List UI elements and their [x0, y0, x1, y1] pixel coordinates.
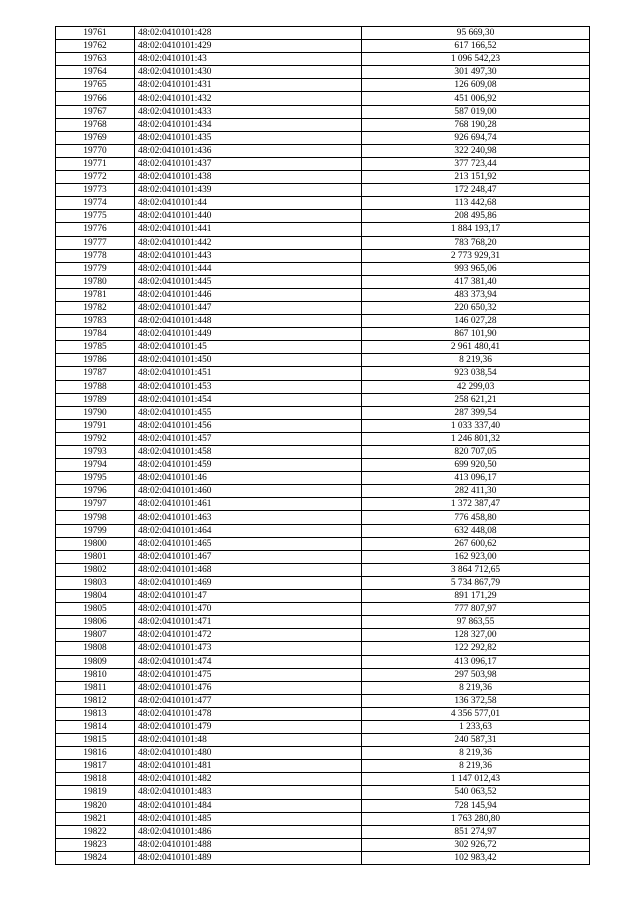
cadastral-number-cell: 48:02:0410101:465 — [135, 537, 362, 550]
table-row — [56, 616, 590, 629]
value-cell: 413 096,17 — [362, 655, 590, 668]
cadastral-number-cell: 48:02:0410101:437 — [135, 157, 362, 170]
row-number-cell: 19809 — [56, 655, 135, 668]
row-number-cell: 19783 — [56, 315, 135, 328]
row-number-cell: 19823 — [56, 838, 135, 851]
cadastral-number-cell: 48:02:0410101:474 — [135, 655, 362, 668]
cadastral-number-cell: 48:02:0410101:433 — [135, 105, 362, 118]
cadastral-number-cell: 48:02:0410101:47 — [135, 590, 362, 603]
value-cell: 8 219,36 — [362, 354, 590, 367]
row-number-cell: 19775 — [56, 210, 135, 223]
value-cell: 587 019,00 — [362, 105, 590, 118]
table-row — [56, 171, 590, 184]
row-number-cell: 19772 — [56, 171, 135, 184]
value-cell: 926 694,74 — [362, 131, 590, 144]
row-number-cell: 19795 — [56, 472, 135, 485]
cadastral-number-cell: 48:02:0410101:451 — [135, 367, 362, 380]
value-cell: 540 063,52 — [362, 786, 590, 799]
cadastral-number-cell: 48:02:0410101:473 — [135, 642, 362, 655]
value-cell: 162 923,00 — [362, 550, 590, 563]
value-cell: 3 864 712,65 — [362, 563, 590, 576]
row-number-cell: 19782 — [56, 301, 135, 314]
row-number-cell: 19790 — [56, 406, 135, 419]
row-number-cell: 19788 — [56, 380, 135, 393]
table-row — [56, 406, 590, 419]
table-row — [56, 642, 590, 655]
value-cell: 302 926,72 — [362, 838, 590, 851]
table-row — [56, 511, 590, 524]
cadastral-number-cell: 48:02:0410101:443 — [135, 249, 362, 262]
row-number-cell: 19767 — [56, 105, 135, 118]
row-number-cell: 19789 — [56, 393, 135, 406]
table-row — [56, 668, 590, 681]
cadastral-number-cell: 48:02:0410101:470 — [135, 603, 362, 616]
cadastral-number-cell: 48:02:0410101:460 — [135, 485, 362, 498]
row-number-cell: 19766 — [56, 92, 135, 105]
value-cell: 322 240,98 — [362, 144, 590, 157]
row-number-cell: 19820 — [56, 799, 135, 812]
table-row — [56, 747, 590, 760]
value-cell: 146 027,28 — [362, 315, 590, 328]
cadastral-number-cell: 48:02:0410101:43 — [135, 53, 362, 66]
table-row — [56, 734, 590, 747]
table-row — [56, 275, 590, 288]
value-cell: 417 381,40 — [362, 275, 590, 288]
table-row — [56, 419, 590, 432]
table-row — [56, 550, 590, 563]
table-row — [56, 681, 590, 694]
table-row — [56, 694, 590, 707]
row-number-cell: 19811 — [56, 681, 135, 694]
table-row — [56, 485, 590, 498]
table-row — [56, 799, 590, 812]
cadastral-number-cell: 48:02:0410101:450 — [135, 354, 362, 367]
table-row — [56, 315, 590, 328]
row-number-cell: 19824 — [56, 851, 135, 864]
cadastral-number-cell: 48:02:0410101:471 — [135, 616, 362, 629]
value-cell: 128 327,00 — [362, 629, 590, 642]
table-row — [56, 851, 590, 864]
table-row — [56, 131, 590, 144]
table-row — [56, 720, 590, 733]
row-number-cell: 19803 — [56, 576, 135, 589]
cadastral-number-cell: 48:02:0410101:439 — [135, 184, 362, 197]
value-cell: 776 458,80 — [362, 511, 590, 524]
value-cell: 1 233,63 — [362, 720, 590, 733]
row-number-cell: 19808 — [56, 642, 135, 655]
row-number-cell: 19807 — [56, 629, 135, 642]
table-row — [56, 812, 590, 825]
cadastral-number-cell: 48:02:0410101:445 — [135, 275, 362, 288]
cadastral-number-cell: 48:02:0410101:446 — [135, 288, 362, 301]
table-row — [56, 459, 590, 472]
row-number-cell: 19812 — [56, 694, 135, 707]
table-row — [56, 432, 590, 445]
row-number-cell: 19802 — [56, 563, 135, 576]
value-cell: 2 773 929,31 — [362, 249, 590, 262]
table-row — [56, 197, 590, 210]
value-cell: 5 734 867,79 — [362, 576, 590, 589]
table-row — [56, 498, 590, 511]
table-row — [56, 249, 590, 262]
cadastral-number-cell: 48:02:0410101:459 — [135, 459, 362, 472]
cadastral-number-cell: 48:02:0410101:441 — [135, 223, 362, 236]
row-number-cell: 19821 — [56, 812, 135, 825]
table-row — [56, 655, 590, 668]
value-cell: 820 707,05 — [362, 446, 590, 459]
row-number-cell: 19764 — [56, 66, 135, 79]
row-number-cell: 19773 — [56, 184, 135, 197]
table-row — [56, 590, 590, 603]
cadastral-number-cell: 48:02:0410101:468 — [135, 563, 362, 576]
row-number-cell: 19818 — [56, 773, 135, 786]
cadastral-number-cell: 48:02:0410101:469 — [135, 576, 362, 589]
table-row — [56, 393, 590, 406]
row-number-cell: 19810 — [56, 668, 135, 681]
table-row — [56, 603, 590, 616]
table-row — [56, 223, 590, 236]
value-cell: 172 248,47 — [362, 184, 590, 197]
table-row — [56, 367, 590, 380]
cadastral-number-cell: 48:02:0410101:449 — [135, 328, 362, 341]
row-number-cell: 19762 — [56, 40, 135, 53]
table-row — [56, 328, 590, 341]
value-cell: 1 147 012,43 — [362, 773, 590, 786]
value-cell: 617 166,52 — [362, 40, 590, 53]
table-row — [56, 210, 590, 223]
row-number-cell: 19774 — [56, 197, 135, 210]
table-row — [56, 40, 590, 53]
cadastral-number-cell: 48:02:0410101:434 — [135, 118, 362, 131]
cadastral-number-cell: 48:02:0410101:44 — [135, 197, 362, 210]
value-cell: 923 038,54 — [362, 367, 590, 380]
cadastral-number-cell: 48:02:0410101:486 — [135, 825, 362, 838]
table-row — [56, 629, 590, 642]
value-cell: 208 495,86 — [362, 210, 590, 223]
cadastral-number-cell: 48:02:0410101:484 — [135, 799, 362, 812]
value-cell: 451 006,92 — [362, 92, 590, 105]
table-row — [56, 707, 590, 720]
row-number-cell: 19819 — [56, 786, 135, 799]
value-cell: 783 768,20 — [362, 236, 590, 249]
value-cell: 240 587,31 — [362, 734, 590, 747]
row-number-cell: 19784 — [56, 328, 135, 341]
cadastral-number-cell: 48:02:0410101:458 — [135, 446, 362, 459]
cadastral-number-cell: 48:02:0410101:467 — [135, 550, 362, 563]
row-number-cell: 19816 — [56, 747, 135, 760]
cadastral-number-cell: 48:02:0410101:454 — [135, 393, 362, 406]
row-number-cell: 19806 — [56, 616, 135, 629]
row-number-cell: 19778 — [56, 249, 135, 262]
row-number-cell: 19800 — [56, 537, 135, 550]
row-number-cell: 19768 — [56, 118, 135, 131]
value-cell: 1 246 801,32 — [362, 432, 590, 445]
row-number-cell: 19799 — [56, 524, 135, 537]
table-row — [56, 472, 590, 485]
row-number-cell: 19817 — [56, 760, 135, 773]
cadastral-number-cell: 48:02:0410101:485 — [135, 812, 362, 825]
cadastral-number-cell: 48:02:0410101:444 — [135, 262, 362, 275]
value-cell: 1 884 193,17 — [362, 223, 590, 236]
table-row — [56, 236, 590, 249]
value-cell: 102 983,42 — [362, 851, 590, 864]
row-number-cell: 19794 — [56, 459, 135, 472]
value-cell: 136 372,58 — [362, 694, 590, 707]
cadastral-number-cell: 48:02:0410101:455 — [135, 406, 362, 419]
row-number-cell: 19813 — [56, 707, 135, 720]
table-row — [56, 825, 590, 838]
row-number-cell: 19822 — [56, 825, 135, 838]
table-row — [56, 446, 590, 459]
cadastral-number-cell: 48:02:0410101:447 — [135, 301, 362, 314]
cadastral-number-cell: 48:02:0410101:431 — [135, 79, 362, 92]
row-number-cell: 19796 — [56, 485, 135, 498]
table-row — [56, 760, 590, 773]
row-number-cell: 19787 — [56, 367, 135, 380]
row-number-cell: 19797 — [56, 498, 135, 511]
cadastral-number-cell: 48:02:0410101:480 — [135, 747, 362, 760]
table-row — [56, 301, 590, 314]
row-number-cell: 19785 — [56, 341, 135, 354]
row-number-cell: 19791 — [56, 419, 135, 432]
row-number-cell: 19777 — [56, 236, 135, 249]
value-cell: 851 274,97 — [362, 825, 590, 838]
row-number-cell: 19770 — [56, 144, 135, 157]
value-cell: 282 411,30 — [362, 485, 590, 498]
row-number-cell: 19761 — [56, 27, 135, 40]
value-cell: 1 096 542,23 — [362, 53, 590, 66]
table-row — [56, 27, 590, 40]
value-cell: 122 292,82 — [362, 642, 590, 655]
cadastral-number-cell: 48:02:0410101:478 — [135, 707, 362, 720]
value-cell: 632 448,08 — [362, 524, 590, 537]
table-row — [56, 773, 590, 786]
row-number-cell: 19801 — [56, 550, 135, 563]
row-number-cell: 19776 — [56, 223, 135, 236]
table-row — [56, 157, 590, 170]
value-cell: 699 920,50 — [362, 459, 590, 472]
value-cell: 42 299,03 — [362, 380, 590, 393]
cadastral-number-cell: 48:02:0410101:430 — [135, 66, 362, 79]
table-row — [56, 380, 590, 393]
value-cell: 1 763 280,80 — [362, 812, 590, 825]
value-cell: 768 190,28 — [362, 118, 590, 131]
value-cell: 1 372 387,47 — [362, 498, 590, 511]
cadastral-number-cell: 48:02:0410101:438 — [135, 171, 362, 184]
value-cell: 267 600,62 — [362, 537, 590, 550]
cadastral-number-cell: 48:02:0410101:481 — [135, 760, 362, 773]
value-cell: 993 965,06 — [362, 262, 590, 275]
table-row — [56, 66, 590, 79]
table-row — [56, 341, 590, 354]
cadastral-number-cell: 48:02:0410101:475 — [135, 668, 362, 681]
value-cell: 8 219,36 — [362, 681, 590, 694]
table-row — [56, 105, 590, 118]
table-row — [56, 92, 590, 105]
cadastral-number-cell: 48:02:0410101:472 — [135, 629, 362, 642]
cadastral-number-cell: 48:02:0410101:442 — [135, 236, 362, 249]
cadastral-number-cell: 48:02:0410101:435 — [135, 131, 362, 144]
row-number-cell: 19815 — [56, 734, 135, 747]
table-row — [56, 563, 590, 576]
value-cell: 113 442,68 — [362, 197, 590, 210]
value-cell: 95 669,30 — [362, 27, 590, 40]
row-number-cell: 19805 — [56, 603, 135, 616]
cadastral-value-table — [55, 26, 590, 865]
cadastral-number-cell: 48:02:0410101:429 — [135, 40, 362, 53]
value-cell: 287 399,54 — [362, 406, 590, 419]
value-cell: 297 503,98 — [362, 668, 590, 681]
cadastral-number-cell: 48:02:0410101:463 — [135, 511, 362, 524]
value-cell: 483 373,94 — [362, 288, 590, 301]
value-cell: 8 219,36 — [362, 760, 590, 773]
row-number-cell: 19793 — [56, 446, 135, 459]
cadastral-number-cell: 48:02:0410101:479 — [135, 720, 362, 733]
table-row — [56, 53, 590, 66]
row-number-cell: 19804 — [56, 590, 135, 603]
table-row — [56, 144, 590, 157]
row-number-cell: 19781 — [56, 288, 135, 301]
table-row — [56, 118, 590, 131]
cadastral-number-cell: 48:02:0410101:448 — [135, 315, 362, 328]
row-number-cell: 19765 — [56, 79, 135, 92]
cadastral-number-cell: 48:02:0410101:464 — [135, 524, 362, 537]
table-row — [56, 838, 590, 851]
value-cell: 377 723,44 — [362, 157, 590, 170]
cadastral-number-cell: 48:02:0410101:453 — [135, 380, 362, 393]
cadastral-number-cell: 48:02:0410101:432 — [135, 92, 362, 105]
value-cell: 126 609,08 — [362, 79, 590, 92]
row-number-cell: 19792 — [56, 432, 135, 445]
cadastral-number-cell: 48:02:0410101:482 — [135, 773, 362, 786]
table-body — [56, 27, 590, 865]
cadastral-number-cell: 48:02:0410101:461 — [135, 498, 362, 511]
table-row — [56, 79, 590, 92]
value-cell: 213 151,92 — [362, 171, 590, 184]
table-row — [56, 184, 590, 197]
table-row — [56, 288, 590, 301]
cadastral-number-cell: 48:02:0410101:476 — [135, 681, 362, 694]
cadastral-number-cell: 48:02:0410101:440 — [135, 210, 362, 223]
row-number-cell: 19779 — [56, 262, 135, 275]
table-row — [56, 524, 590, 537]
cadastral-number-cell: 48:02:0410101:428 — [135, 27, 362, 40]
value-cell: 4 356 577,01 — [362, 707, 590, 720]
row-number-cell: 19814 — [56, 720, 135, 733]
cadastral-number-cell: 48:02:0410101:48 — [135, 734, 362, 747]
value-cell: 891 171,29 — [362, 590, 590, 603]
value-cell: 1 033 337,40 — [362, 419, 590, 432]
value-cell: 220 650,32 — [362, 301, 590, 314]
value-cell: 413 096,17 — [362, 472, 590, 485]
value-cell: 301 497,30 — [362, 66, 590, 79]
cadastral-number-cell: 48:02:0410101:457 — [135, 432, 362, 445]
value-cell: 2 961 480,41 — [362, 341, 590, 354]
row-number-cell: 19763 — [56, 53, 135, 66]
table-row — [56, 354, 590, 367]
value-cell: 728 145,94 — [362, 799, 590, 812]
table-row — [56, 576, 590, 589]
cadastral-number-cell: 48:02:0410101:488 — [135, 838, 362, 851]
cadastral-number-cell: 48:02:0410101:477 — [135, 694, 362, 707]
value-cell: 97 863,55 — [362, 616, 590, 629]
table-row — [56, 537, 590, 550]
value-cell: 258 621,21 — [362, 393, 590, 406]
row-number-cell: 19798 — [56, 511, 135, 524]
row-number-cell: 19769 — [56, 131, 135, 144]
row-number-cell: 19786 — [56, 354, 135, 367]
value-cell: 777 807,97 — [362, 603, 590, 616]
table-row — [56, 786, 590, 799]
row-number-cell: 19771 — [56, 157, 135, 170]
table-row — [56, 262, 590, 275]
cadastral-number-cell: 48:02:0410101:46 — [135, 472, 362, 485]
cadastral-number-cell: 48:02:0410101:489 — [135, 851, 362, 864]
cadastral-number-cell: 48:02:0410101:456 — [135, 419, 362, 432]
cadastral-number-cell: 48:02:0410101:483 — [135, 786, 362, 799]
cadastral-number-cell: 48:02:0410101:45 — [135, 341, 362, 354]
cadastral-number-cell: 48:02:0410101:436 — [135, 144, 362, 157]
value-cell: 8 219,36 — [362, 747, 590, 760]
value-cell: 867 101,90 — [362, 328, 590, 341]
row-number-cell: 19780 — [56, 275, 135, 288]
